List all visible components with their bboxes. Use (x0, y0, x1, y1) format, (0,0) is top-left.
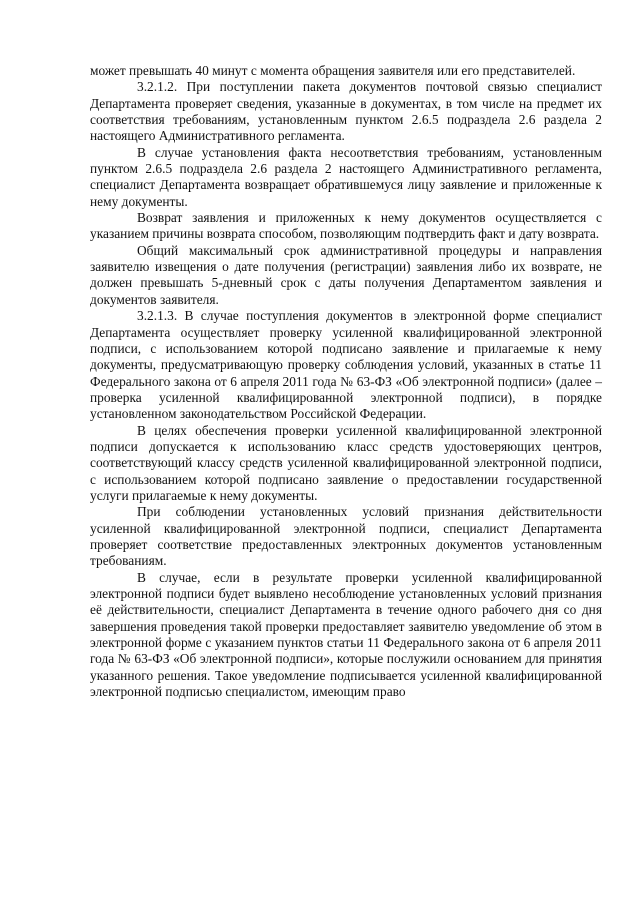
paragraph-return-procedure: Возврат заявления и приложенных к нему документов осуществляется с указанием причины возврата способом, позволяющим подтвердить факт и дату возврата. (90, 210, 602, 242)
document-page (90, 63, 602, 700)
paragraph-continuation: может превышать 40 минут с момента обращения заявителя или его представителей. (90, 63, 576, 78)
paragraph-max-term: Общий максимальный срок административной процедуры и направления заявителю извещения о дате получения (регистрации) заявления либо их возврате, не должен превышать 5-дневный срок с даты получения Департаментом заявления и документов заявителя. (90, 242, 602, 307)
paragraph-validity-conditions: При соблюдении установленных условий признания действительности усиленной квалифицированной электронной подписи, специалист Департамента проверяет соответствие предоставленных электронных документов установленным требованиям. (90, 504, 602, 569)
paragraph-mismatch-case: В случае установления факта несоответствия требованиям, установленным пунктом 2.6.5 подраздела 2.6 раздела 2 настоящего Административного регламента, специалист Департамента возвращает обратившемуся лицу заявление и приложенные к нему документы. (90, 144, 602, 209)
paragraph-3-2-1-2: 3.2.1.2. При поступлении пакета документов почтовой связью специалист Департамента проверяет сведения, указанные в документах, в том числе на предмет их соответствия требованиям, установленным пунктом 2.6.5 подраздела 2.6 раздела 2 настоящего Административного регламента. (90, 79, 602, 144)
paragraph-invalid-signature-case: В случае, если в результате проверки усиленной квалифицированной электронной подписи будет выявлено несоблюдение установленных условий признания её действительности, специалист Департамента в течение одного рабочего дня со дня завершения проведения такой проверки предоставляет заявителю уведомление об этом в электронной форме с указанием пунктов статьи 11 Федерального закона от 6 апреля 2011 года № 63-ФЗ «Об электронной подписи», которые послужили основанием для принятия указанного решения. Такое уведомление подписывается усиленной квалифицированной электронной подписью специалистом, имеющим право (90, 569, 602, 700)
paragraph-3-2-1-3: 3.2.1.3. В случае поступления документов в электронной форме специалист Департамента осуществляет проверку усиленной квалифицированной электронной подписи, с использованием которой подписано заявление и прилагаемые к нему документы, предусматривающую проверку соблюдения условий, указанных в статье 11 Федерального закона от 6 апреля 2011 года № 63-ФЗ «Об электронной подписи» (далее – проверка усиленной квалифицированной электронной подписи), в порядке установленном законодательством Российской Федерации. (90, 308, 602, 422)
paragraph-signature-check-tools: В целях обеспечения проверки усиленной квалифицированной электронной подписи допускается к использованию класс средств удостоверяющих центров, соответствующий классу средств усиленной квалифицированной электронной подписи, с использованием которой подписано заявление о предоставлении государственной услуги прилагаемые к нему документы. (90, 422, 602, 503)
